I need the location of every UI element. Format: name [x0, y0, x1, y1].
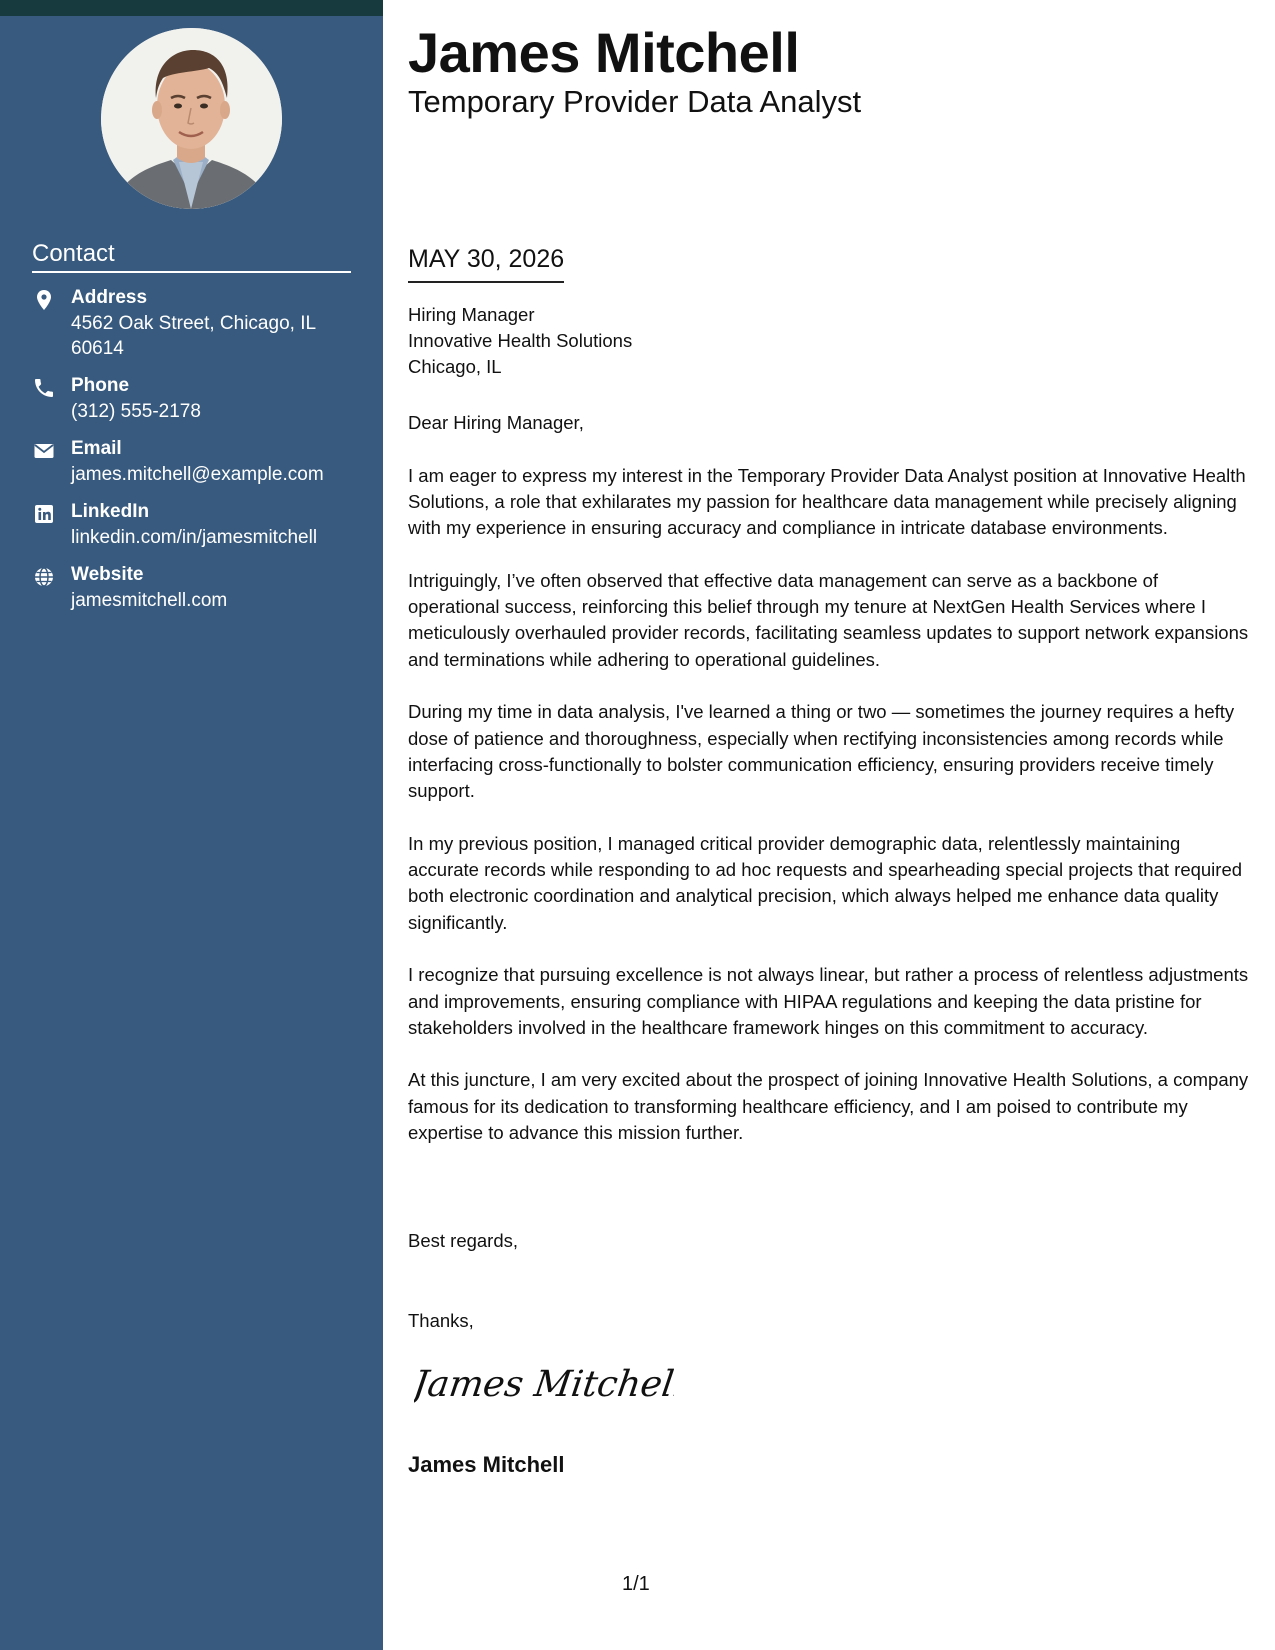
globe-icon	[32, 565, 56, 589]
letter-paragraph: At this juncture, I am very excited about the prospect of joining Innovative Health Solutions, a company famous for its dedication to transforming healthcare efficiency, and I am poised to contribute my expertise to advance this mission further.	[408, 1069, 1249, 1144]
envelope-icon	[32, 439, 56, 463]
handwritten-signature	[414, 1352, 674, 1417]
letter-body	[408, 410, 1253, 1173]
sidebar-top-bar	[0, 0, 383, 16]
letter-paragraph: In my previous position, I managed critical provider demographic data, relentlessly maintaining accurate records while responding to ad hoc requests and spearheading special projects that required both electronic coordination and analytical precision, which always helped me enhance data quality significantly.	[408, 832, 1243, 933]
letter-date: MAY 30, 2026	[408, 243, 564, 283]
contact-website-value[interactable]: jamesmitchell.com	[71, 590, 228, 611]
contact-linkedin-label: LinkedIn	[71, 501, 150, 522]
page-number: 1/1	[622, 1573, 650, 1595]
contact-address-value: 4562 Oak Street, Chicago, IL 60614	[71, 313, 316, 359]
contact-linkedin-value[interactable]: linkedin.com/in/jamesmitchell	[71, 527, 318, 548]
signature-text: James Mitchell	[414, 1362, 674, 1405]
contact-address-label: Address	[71, 287, 148, 308]
location-pin-icon	[32, 288, 56, 312]
recipient-line: Chicago, IL	[408, 356, 502, 377]
recipient-line: Hiring Manager	[408, 304, 535, 325]
letter-paragraph: I am eager to express my interest in the Temporary Provider Data Analyst position at Innovative Health Solutions, a role that exhilarates my passion for healthcare data management while precisely aligning with my experience in ensuring accuracy and compliance in intricate database environments.	[408, 464, 1246, 539]
recipient-block	[408, 302, 632, 380]
closing: Best regards,	[408, 1230, 519, 1251]
recipient-line: Innovative Health Solutions	[408, 330, 633, 351]
applicant-job-title: Temporary Provider Data Analyst	[408, 84, 862, 119]
contact-heading: Contact	[32, 240, 351, 273]
letter-paragraph: Intriguingly, I’ve often observed that effective data management can serve as a backbone of operational success, reinforcing this belief through my tenure at NextGen Health Services where I meticulously overhauled provider records, facilitating seamless updates to support network expansions and terminations while adhering to operational guidelines.	[408, 569, 1249, 670]
contact-website-label: Website	[71, 564, 144, 585]
sidebar	[0, 0, 383, 1650]
contact-email-label: Email	[71, 438, 122, 459]
letter-paragraph: During my time in data analysis, I've learned a thing or two — sometimes the journey requires a hefty dose of patience and thoroughness, especially when rectifying inconsistencies among records while interfacing cross-functionally to bolster communication efficiency, ensuring providers receive timely support.	[408, 701, 1235, 802]
contact-phone-label: Phone	[71, 375, 130, 396]
phone-icon	[32, 376, 56, 400]
contact-phone-value: (312) 555-2178	[71, 401, 201, 422]
signer-name: James Mitchell	[408, 1452, 565, 1477]
profile-photo	[101, 28, 282, 209]
contact-email-value[interactable]: james.mitchell@example.com	[71, 464, 324, 485]
salutation: Dear Hiring Manager,	[408, 412, 584, 433]
thanks-line: Thanks,	[408, 1310, 474, 1331]
applicant-name: James Mitchell	[408, 21, 800, 84]
linkedin-icon	[32, 502, 56, 526]
letter-paragraph: I recognize that pursuing excellence is not always linear, but rather a process of relentless adjustments and improvements, ensuring compliance with HIPAA regulations and keeping the data pristine for stakeholders involved in the healthcare framework hinges on this commitment to accuracy.	[408, 964, 1249, 1038]
